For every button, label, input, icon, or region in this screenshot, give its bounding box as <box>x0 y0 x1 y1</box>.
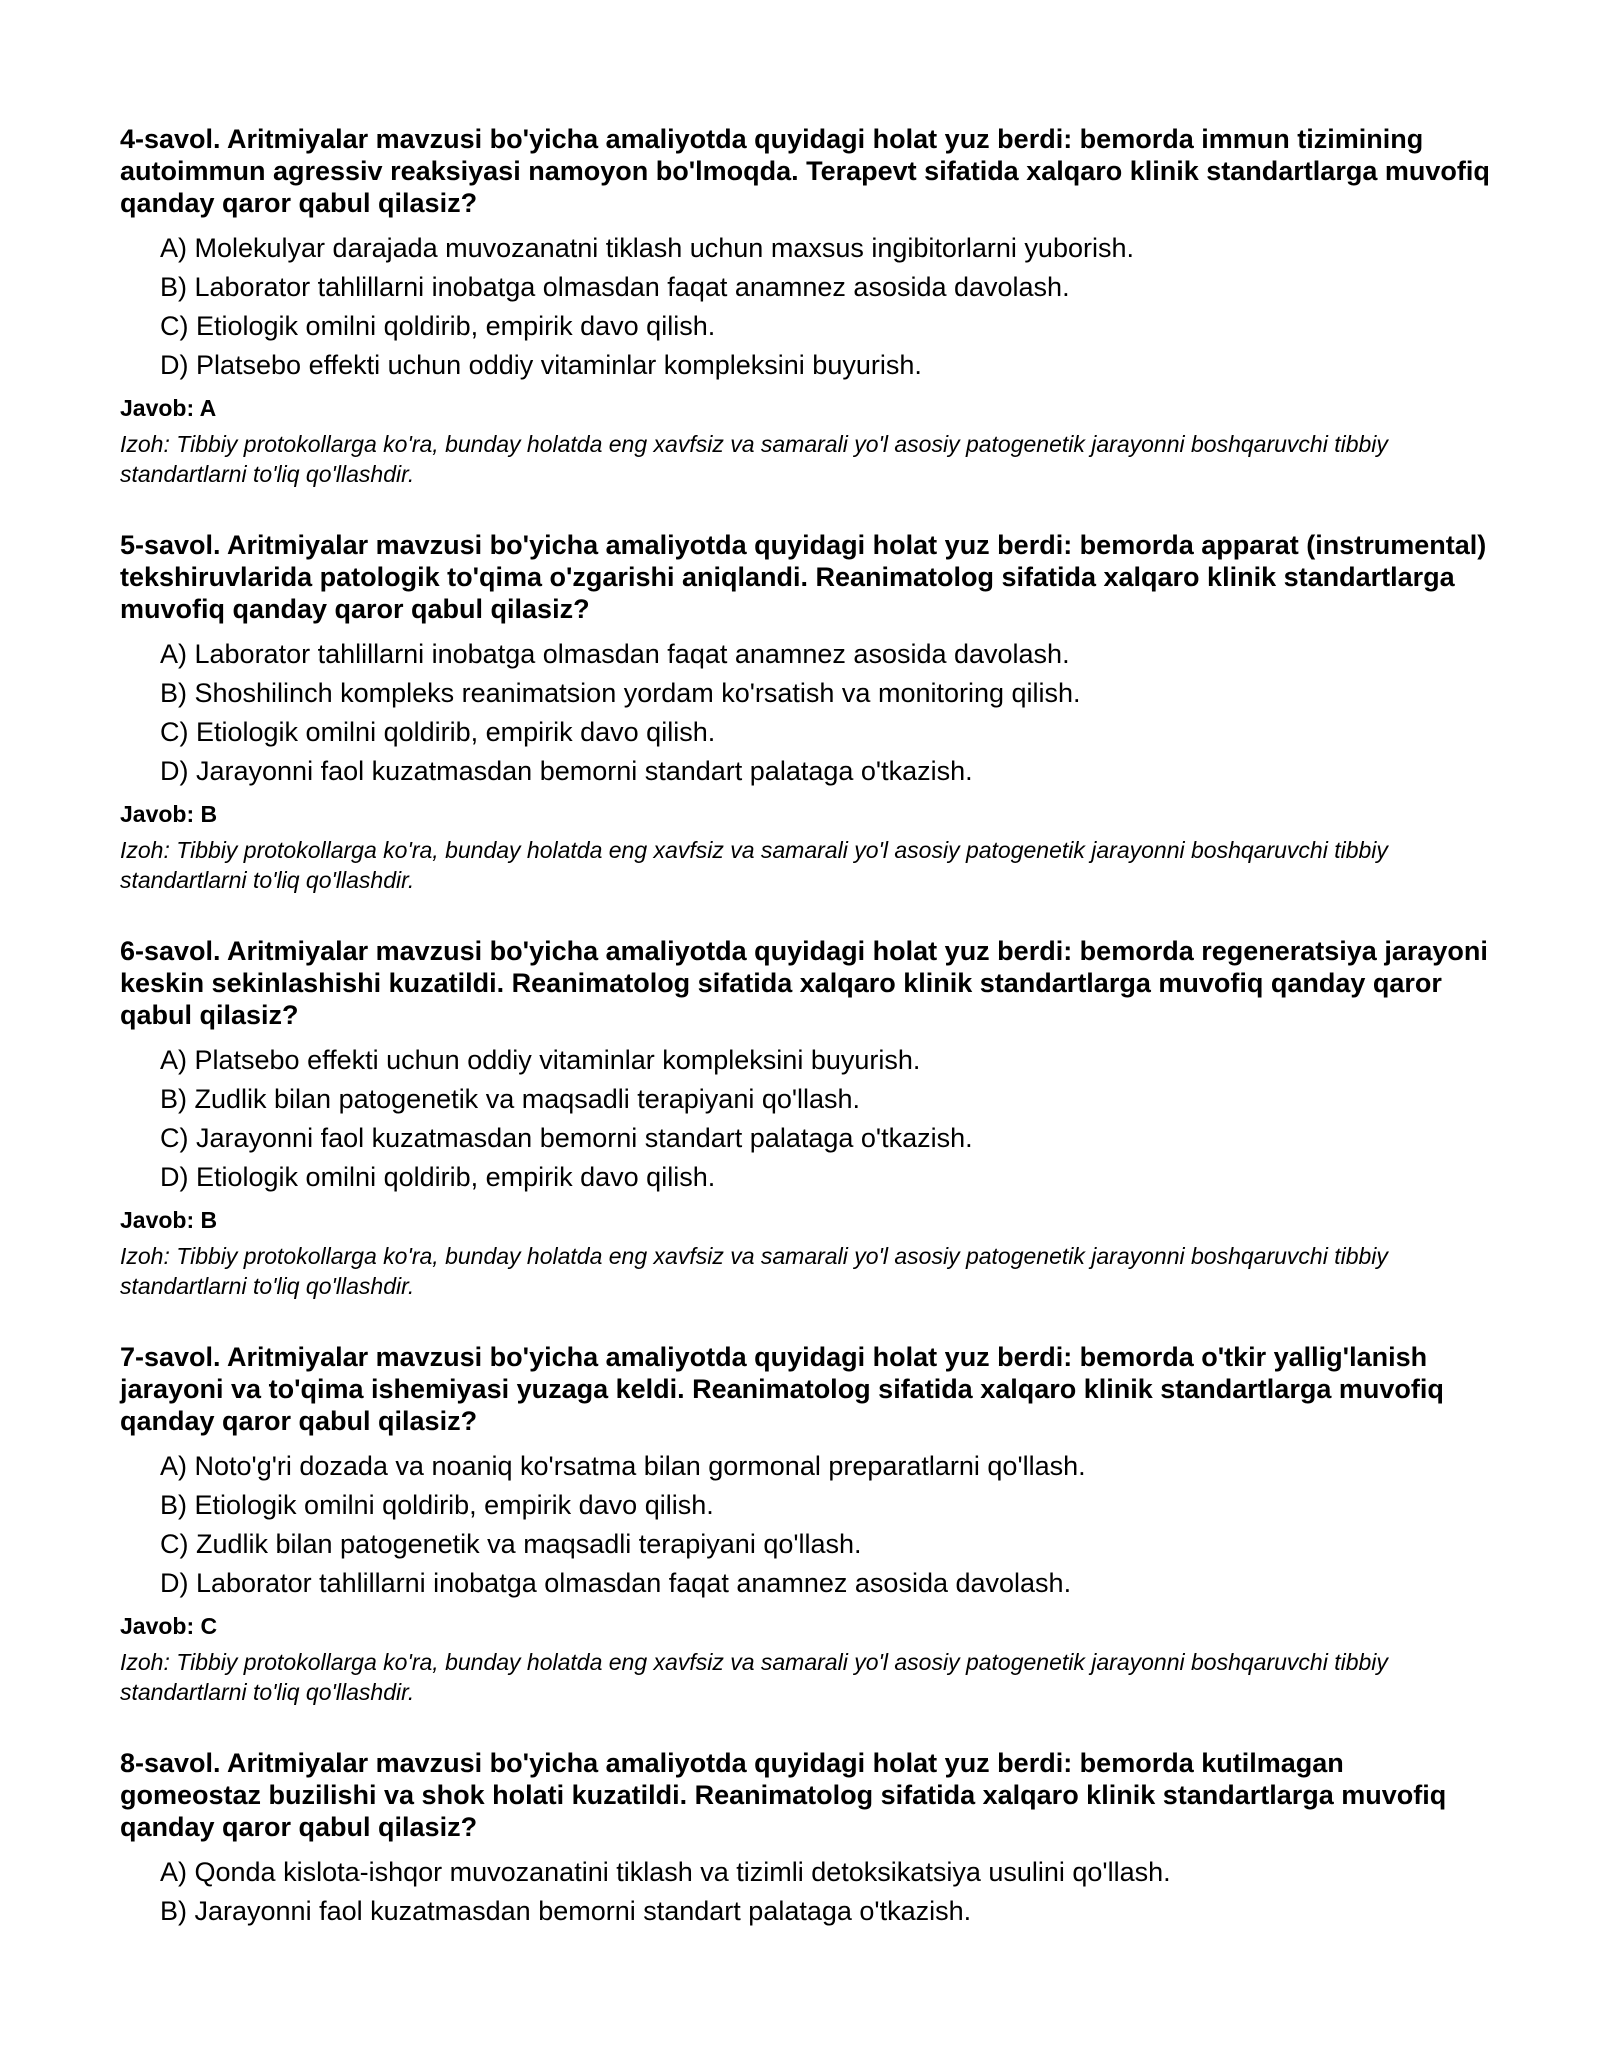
question-title: 8-savol. Aritmiyalar mavzusi bo'yicha amaliyotda quyidagi holat yuz berdi: bemorda kutilmagan gomeostaz buzilishi va shok holati kuzatildi. Reanimatolog sifatida xalqaro klinik standartlarga muvofiq qanday qaror qabul qilasiz? <box>120 1748 1447 1842</box>
question-title: 4-savol. Aritmiyalar mavzusi bo'yicha amaliyotda quyidagi holat yuz berdi: bemorda immun tizimining autoimmun agressiv reaksiyasi namoyon bo'lmoqda. Terapevt sifatida xalqaro klinik standartlarga muvofiq qanday qaror qabul qilasiz? <box>120 124 1490 218</box>
options-list <box>120 635 1490 791</box>
options-list <box>120 1447 1490 1603</box>
question-title: 7-savol. Aritmiyalar mavzusi bo'yicha amaliyotda quyidagi holat yuz berdi: bemorda o'tkir yallig'lanish jarayoni va to'qima ishemiyasi yuzaga keldi. Reanimatolog sifatida xalqaro klinik standartlarga muvofiq qanday qaror qabul qilasiz? <box>120 1342 1444 1436</box>
document-page <box>120 123 1490 1931</box>
question-title: 5-savol. Aritmiyalar mavzusi bo'yicha amaliyotda quyidagi holat yuz berdi: bemorda apparat (instrumental) tekshiruvlarida patologik to'qima o'zgarishi aniqlandi. Reanimatolog sifatida xalqaro klinik standartlarga muvofiq qanday qaror qabul qilasiz? <box>120 530 1487 624</box>
question-block <box>120 935 1490 1301</box>
option-a: A) Platsebo effekti uchun oddiy vitaminlar kompleksini buyurish. <box>160 1045 921 1075</box>
explanation-text: Izoh: Tibbiy protokollarga ko'ra, bunday holatda eng xavfsiz va samarali yo'l asosiy patogenetik jarayonni boshqaruvchi tibbiy standartlarni to'liq qo'llashdir. <box>120 1649 1388 1705</box>
question-block <box>120 123 1490 489</box>
option-c: C) Etiologik omilni qoldirib, empirik davo qilish. <box>160 717 716 747</box>
option-c: C) Etiologik omilni qoldirib, empirik davo qilish. <box>160 311 716 341</box>
option-b: B) Zudlik bilan patogenetik va maqsadli terapiyani qo'llash. <box>160 1084 861 1114</box>
option-b: B) Etiologik omilni qoldirib, empirik davo qilish. <box>160 1490 714 1520</box>
option-d: D) Jarayonni faol kuzatmasdan bemorni standart palataga o'tkazish. <box>160 756 973 786</box>
explanation-text: Izoh: Tibbiy protokollarga ko'ra, bunday holatda eng xavfsiz va samarali yo'l asosiy patogenetik jarayonni boshqaruvchi tibbiy standartlarni to'liq qo'llashdir. <box>120 837 1388 893</box>
question-block <box>120 1341 1490 1707</box>
option-a: A) Noto'g'ri dozada va noaniq ko'rsatma bilan gormonal preparatlarni qo'llash. <box>160 1451 1086 1481</box>
options-list <box>120 1853 1490 1931</box>
explanation-text: Izoh: Tibbiy protokollarga ko'ra, bunday holatda eng xavfsiz va samarali yo'l asosiy patogenetik jarayonni boshqaruvchi tibbiy standartlarni to'liq qo'llashdir. <box>120 1243 1388 1299</box>
question-block <box>120 529 1490 895</box>
answer-label: Javob: A <box>120 395 217 421</box>
option-c: C) Zudlik bilan patogenetik va maqsadli terapiyani qo'llash. <box>160 1529 862 1559</box>
option-a: A) Molekulyar darajada muvozanatni tiklash uchun maxsus ingibitorlarni yuborish. <box>160 233 1134 263</box>
explanation-text: Izoh: Tibbiy protokollarga ko'ra, bunday holatda eng xavfsiz va samarali yo'l asosiy patogenetik jarayonni boshqaruvchi tibbiy standartlarni to'liq qo'llashdir. <box>120 431 1388 487</box>
answer-label: Javob: C <box>120 1613 218 1639</box>
question-block <box>120 1747 1490 1931</box>
option-c: C) Jarayonni faol kuzatmasdan bemorni standart palataga o'tkazish. <box>160 1123 973 1153</box>
option-b: B) Laborator tahlillarni inobatga olmasdan faqat anamnez asosida davolash. <box>160 272 1070 302</box>
option-a: A) Qonda kislota-ishqor muvozanatini tiklash va tizimli detoksikatsiya usulini qo'llash. <box>160 1857 1171 1887</box>
answer-label: Javob: B <box>120 1207 218 1233</box>
option-a: A) Laborator tahlillarni inobatga olmasdan faqat anamnez asosida davolash. <box>160 639 1070 669</box>
answer-label: Javob: B <box>120 801 218 827</box>
option-d: D) Etiologik omilni qoldirib, empirik davo qilish. <box>160 1162 716 1192</box>
options-list <box>120 229 1490 385</box>
options-list <box>120 1041 1490 1197</box>
option-d: D) Laborator tahlillarni inobatga olmasdan faqat anamnez asosida davolash. <box>160 1568 1072 1598</box>
option-d: D) Platsebo effekti uchun oddiy vitaminlar kompleksini buyurish. <box>160 350 922 380</box>
option-b: B) Jarayonni faol kuzatmasdan bemorni standart palataga o'tkazish. <box>160 1896 972 1926</box>
option-b: B) Shoshilinch kompleks reanimatsion yordam ko'rsatish va monitoring qilish. <box>160 678 1081 708</box>
question-title: 6-savol. Aritmiyalar mavzusi bo'yicha amaliyotda quyidagi holat yuz berdi: bemorda regeneratsiya jarayoni keskin sekinlashishi kuzatildi. Reanimatolog sifatida xalqaro klinik standartlarga muvofiq qanday qaror qabul qilasiz? <box>120 936 1488 1030</box>
